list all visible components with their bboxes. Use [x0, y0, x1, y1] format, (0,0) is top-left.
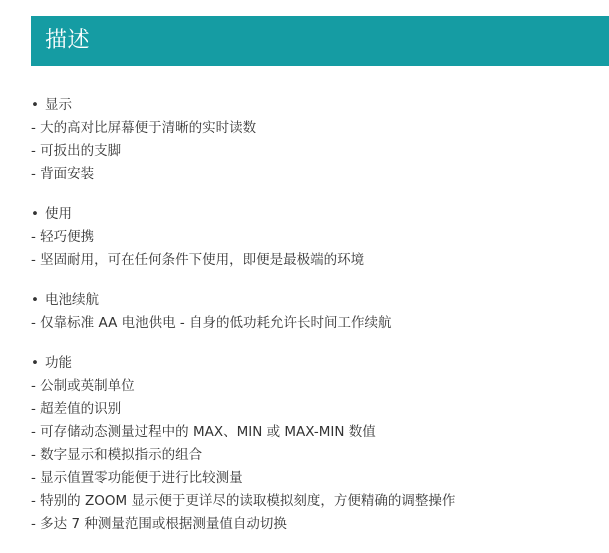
section-bullet-heading: [31, 289, 591, 312]
section-header-band: [31, 16, 609, 66]
page-title: 描述: [45, 28, 91, 53]
section-item: - 超差值的识别: [31, 401, 122, 417]
section-bullet-label: 显示: [45, 97, 72, 113]
section-item: - 公制或英制单位: [31, 378, 135, 394]
section-item: - 特别的 ZOOM 显示便于更详尽的读取模拟刻度，方便精确的调整操作: [31, 493, 456, 509]
section-item: - 大的高对比屏幕便于清晰的实时读数: [31, 120, 257, 136]
section-item: - 可扳出的支脚: [31, 143, 122, 159]
section-item: - 坚固耐用，可在任何条件下使用，即便是最极端的环境: [31, 252, 365, 268]
section-bullet-label: 电池续航: [45, 292, 99, 308]
section-item: - 背面安装: [31, 166, 95, 182]
bullet-dot-icon: •: [31, 355, 39, 371]
section-bullet-heading: [31, 352, 591, 375]
bullet-dot-icon: •: [31, 97, 39, 113]
section-bullet-heading: [31, 94, 591, 117]
section-group: [31, 352, 591, 536]
section-item: - 轻巧便携: [31, 229, 95, 245]
description-content: [31, 94, 591, 553]
section-group: [31, 289, 591, 335]
section-item: - 数字显示和模拟指示的组合: [31, 447, 203, 463]
section-group: [31, 203, 591, 272]
section-bullet-label: 使用: [45, 206, 72, 222]
section-item: - 可存储动态测量过程中的 MAX、MIN 或 MAX-MIN 数值: [31, 424, 376, 440]
bullet-dot-icon: •: [31, 206, 39, 222]
section-bullet-heading: [31, 203, 591, 226]
bullet-dot-icon: •: [31, 292, 39, 308]
section-bullet-label: 功能: [45, 355, 72, 371]
section-item: - 多达 7 种测量范围或根据测量值自动切换: [31, 516, 287, 532]
section-item: - 仅靠标准 AA 电池供电 - 自身的低功耗允许长时间工作续航: [31, 315, 392, 331]
section-item: - 显示值置零功能便于进行比较测量: [31, 470, 243, 486]
section-group: [31, 94, 591, 186]
